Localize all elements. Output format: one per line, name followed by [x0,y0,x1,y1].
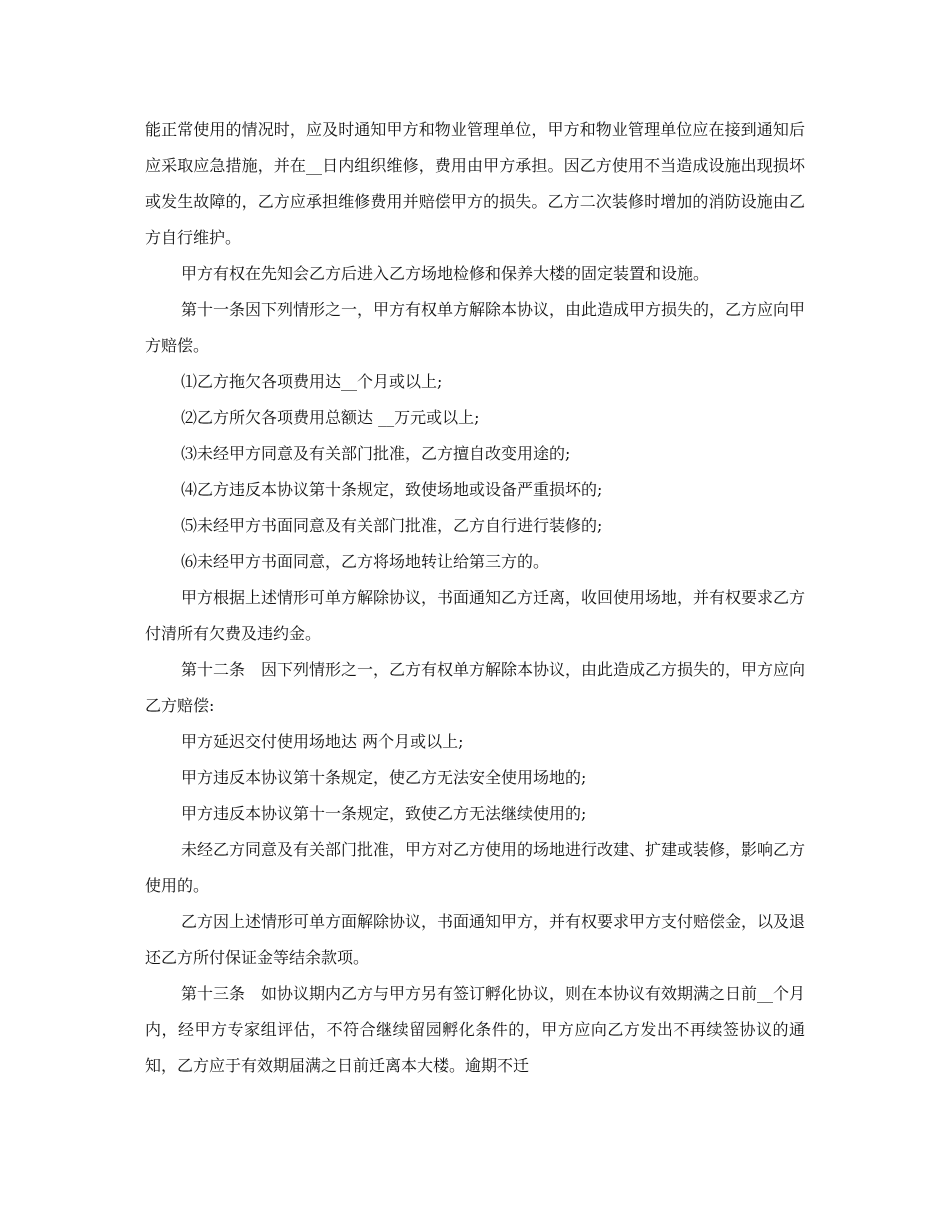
list-item-3: ⑶未经甲方同意及有关部门批准，乙方擅自改变用途的; [181,444,571,463]
paragraph-6: 未经乙方同意及有关部门批准，甲方对乙方使用的场地进行改建、扩建或装修，影响乙方使用的。 [145,840,806,895]
paragraph-7: 乙方因上述情形可单方面解除协议，书面通知甲方，并有权要求甲方支付赔偿金，以及退还乙方所付保证金等结余款项。 [145,912,806,967]
document-page [145,112,805,1084]
list-item-6: ⑹未经甲方书面同意，乙方将场地转让给第三方的。 [181,552,550,571]
list-item-7: 甲方延迟交付使用场地达 两个月或以上; [181,732,464,751]
paragraph-4: 甲方根据上述情形可单方解除协议，书面通知乙方迁离，收回使用场地，并有权要求乙方付清所有欠费及违约金。 [145,588,806,643]
list-item-5: ⑸未经甲方书面同意及有关部门批准，乙方自行进行装修的; [181,516,603,535]
list-item-4: ⑷乙方违反本协议第十条规定，致使场地或设备严重损坏的; [181,480,603,499]
paragraph-1: 能正常使用的情况时，应及时通知甲方和物业管理单位，甲方和物业管理单位应在接到通知后应采取应急措施，并在__日内组织维修，费用由甲方承担。因乙方使用不当造成设施出现损坏或发生故障的，乙方应承担维修费用并赔偿甲方的损失。乙方二次装修时增加的消防设施由乙方自行维护。 [145,120,805,247]
paragraph-3: 第十一条因下列情形之一，甲方有权单方解除本协议，由此造成甲方损失的，乙方应向甲方赔偿。 [145,300,806,355]
list-item-1: ⑴乙方拖欠各项费用达__个月或以上; [181,372,443,391]
list-item-2: ⑵乙方所欠各项费用总额达 __万元或以上; [181,408,480,427]
paragraph-2: 甲方有权在先知会乙方后进入乙方场地检修和保养大楼的固定装置和设施。 [181,264,710,283]
paragraph-5: 第十二条 因下列情形之一，乙方有权单方解除本协议，由此造成乙方损失的，甲方应向乙方赔偿: [145,660,806,715]
list-item-8: 甲方违反本协议第十条规定，使乙方无法安全使用场地的; [181,768,587,787]
list-item-9: 甲方违反本协议第十一条规定，致使乙方无法继续使用的; [181,804,587,823]
paragraph-8: 第十三条 如协议期内乙方与甲方另有签订孵化协议，则在本协议有效期满之日前__个月内，经甲方专家组评估，不符合继续留园孵化条件的，甲方应向乙方发出不再续签协议的通知，乙方应于有效期届满之日前迁离本大楼。逾期不迁 [145,984,806,1075]
